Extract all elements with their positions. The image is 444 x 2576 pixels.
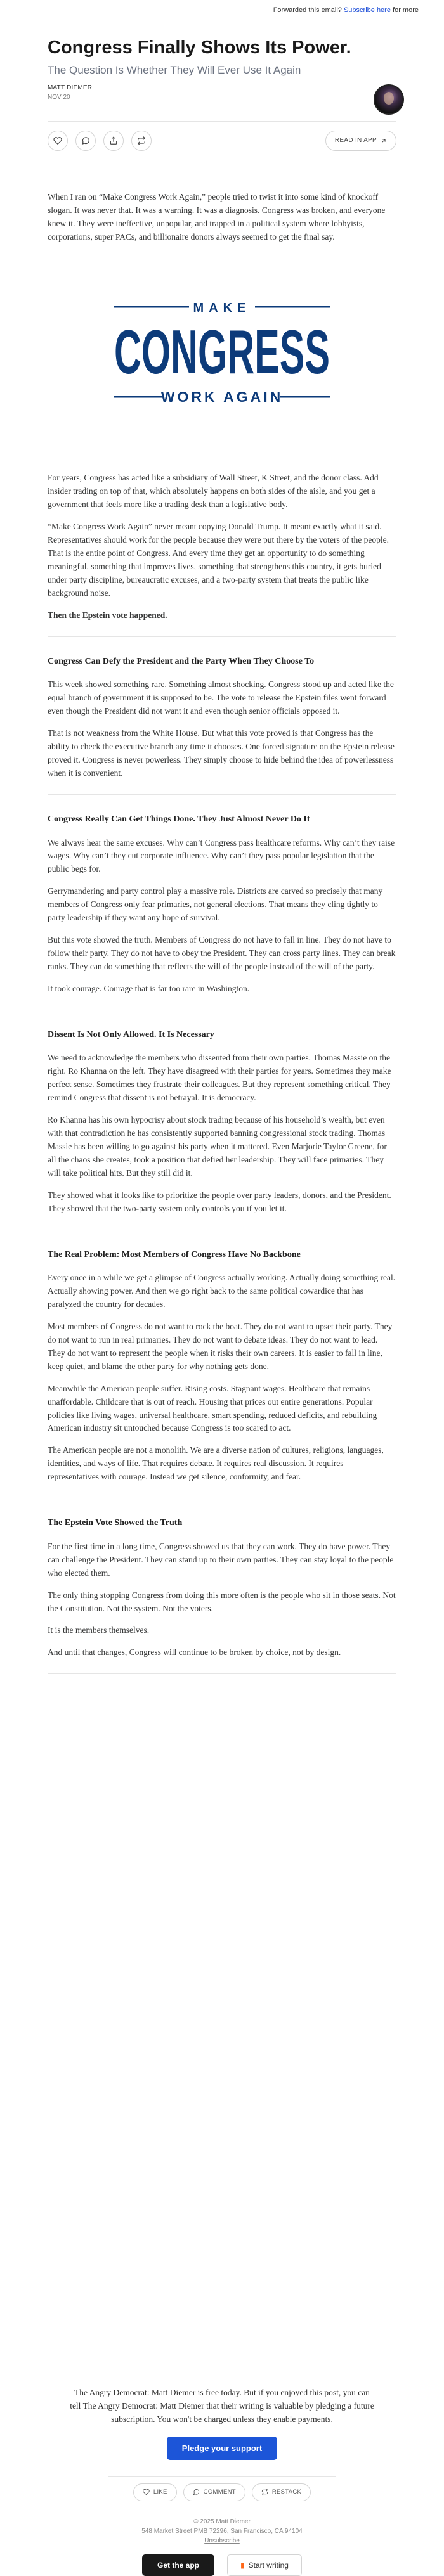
share-button[interactable] — [103, 131, 124, 151]
arrow-up-right-icon — [381, 138, 387, 144]
section-heading: Congress Really Can Get Things Done. They Just Almost Never Do It — [48, 814, 310, 824]
read-in-app-button[interactable] — [325, 131, 396, 151]
restack-label: RESTACK — [271, 2489, 302, 2496]
heart-icon — [143, 2489, 150, 2496]
post-body — [0, 160, 444, 1675]
mailing-address: 548 Market Street PMB 72296, San Francisco, CA 94104 — [141, 2527, 303, 2535]
section-paragraph: Ro Khanna has his own hypocrisy about stock trading because of his household’s wealth, but even with that contradiction he has consistently supported banning congressional stock trading. Thomas Massie has been willing to go against his party when it mattered. Even Marjorie Taylor Greene, for all the chaos she creates, took a position that defied her leadership. They will face primaries. They will take political hits. But they still did it. — [48, 1115, 387, 1178]
section-paragraph: Most members of Congress do not want to rock the boat. They do not want to upset their party. They do not want to run in real primaries. They do not want to debate ideas. They do not want to lead. They do not want to represent the people when it risks their own careers. It is easier to fall in line, keep quiet, and blame the other party for why nothing gets done. — [48, 1322, 393, 1371]
section-heading: The Epstein Vote Showed the Truth — [48, 1518, 183, 1528]
section-paragraph: It is the members themselves. — [48, 1625, 150, 1635]
divider — [48, 636, 396, 637]
post-footer — [0, 2374, 444, 2576]
heart-icon — [53, 136, 62, 145]
section-paragraph: That is not weakness from the White House. But what this vote proved is that Congress has the ability to check the executive branch any time it chooses. One forced signature on the Epstein release proved it. Congress is never powerless. They simply choose to hide behind the idea of powerlessness when it is convenient. — [48, 728, 395, 778]
intro-paragraph-3: “Make Congress Work Again” never meant copying Donald Trump. It meant exactly what it said. Representatives should work for the people because they were put there by the voters of the people. That is the entire point of Congress. And every time they get an opportunity to do something meaningful, something that improves lives, something that strengthens this country, it gets buried under party discipline, bureaucratic excuses, and a two-party system that treats the public like background noise. — [48, 522, 389, 598]
forwarded-bar — [0, 0, 444, 22]
divider — [48, 1673, 396, 1674]
post-header — [0, 22, 444, 116]
footer-restack-button[interactable] — [252, 2483, 311, 2501]
pledge-note: The Angry Democrat: Matt Diemer is free today. But if you enjoyed this post, you can tell The Angry Democrat: Matt Diemer that their writing is valuable by pledging a future subscription. You won't be charged unless they enable payments. — [70, 2388, 374, 2424]
section-paragraph: Gerrymandering and party control play a massive role. Districts are carved so precisely that many members of Congress only fear primaries, not general elections. That means they cling tightly to party leadership if they want any hope of survival. — [48, 886, 383, 923]
footer-comment-button[interactable] — [183, 2483, 245, 2501]
section-paragraph: They showed what it looks like to prioritize the people over party leaders, donors, and the President. They showed that the two-party system only controls you if you let it. — [48, 1190, 391, 1213]
section-paragraph: The American people are not a monolith. We are a diverse nation of cultures, religions, languages, identities, and ways of life. That requires debate. It requires real discussion. It requires representatives with courage. Instead we get silence, conformity, and fear. — [48, 1445, 384, 1482]
hero-line-work-again: WORK AGAIN — [160, 389, 284, 406]
restack-icon — [137, 136, 146, 145]
section-paragraph: Every once in a while we get a glimpse of Congress actually working. Actually doing something real. Actually showing power. And then we go right back to the same political cowardice that has paralyzed the country for decades. — [48, 1273, 396, 1310]
intro-paragraph-1: When I ran on “Make Congress Work Again,” people tried to twist it into some kind of knockoff slogan. It was never that. It was a warning. It was a diagnosis. Congress was broken, and everyone knew it. They were ineffective, unpopular, and trapped in a political system where lobbyists, corporations, super PACs, and billionaire donors always seemed to get the final say. — [48, 191, 386, 242]
hero-line-make: MAKE — [193, 301, 251, 316]
section-paragraph: It took courage. Courage that is far too rare in Washington. — [48, 983, 250, 993]
post-date: NOV 20 — [48, 93, 70, 101]
restack-icon — [261, 2489, 268, 2496]
like-button[interactable] — [48, 131, 68, 151]
forwarded-text: Forwarded this email? — [273, 6, 342, 14]
intro-bold-text: Then the Epstein vote happened. — [48, 610, 167, 620]
hero-image — [48, 294, 396, 408]
section-paragraph: We need to acknowledge the members who dissented from their own parties. Thomas Massie on the right. Ro Khanna on the left. They have disagreed with their parties for years. Sometimes they make perfect sense. Sometimes they frustrate their colleagues. But they represent something critical. They remind Congress that dissent is not betrayal. It is democracy. — [48, 1053, 391, 1103]
unsubscribe-link[interactable]: Unsubscribe — [204, 2537, 240, 2544]
restack-button[interactable] — [131, 131, 152, 151]
author-name[interactable]: MATT DIEMER — [48, 84, 93, 91]
author-row — [48, 84, 396, 116]
post-subtitle: The Question Is Whether They Will Ever Use It Again — [48, 63, 301, 76]
section-paragraph: But this vote showed the truth. Members of Congress do not have to fall in line. They do not have to follow their party. They do not have to obey the President. They can cross party lines. They can break ranks. They can do something that reflects the will of the people instead of the will of the party. — [48, 935, 396, 971]
get-app-button[interactable]: Get the app — [142, 2554, 214, 2576]
share-icon — [109, 136, 118, 145]
intro-bold — [48, 609, 396, 622]
start-writing-button[interactable] — [227, 2554, 302, 2576]
forwarded-suffix: for more — [393, 6, 419, 14]
comment-label: COMMENT — [203, 2489, 236, 2496]
footer-actions — [108, 2476, 336, 2508]
read-in-app-label: READ IN APP — [334, 137, 377, 145]
section-heading: Congress Can Defy the President and the Party When They Choose To — [48, 656, 315, 666]
section-paragraph: And until that changes, Congress will continue to be broken by choice, not by design. — [48, 1647, 341, 1658]
copyright — [0, 2517, 444, 2546]
section-heading: Dissent Is Not Only Allowed. It Is Necessary — [48, 1029, 214, 1040]
app-row — [0, 2554, 444, 2576]
substack-logo-icon: ▮ — [240, 2560, 245, 2570]
comment-icon — [193, 2489, 200, 2496]
footer-like-button[interactable] — [133, 2483, 177, 2501]
intro-paragraph-2: For years, Congress has acted like a subsidiary of Wall Street, K Street, and the donor class. Add insider trading on top of that, which absolutely happens on both sides of the aisle, and you get a government that feels more like a trading desk than a legislative body. — [48, 473, 379, 510]
section-paragraph: For the first time in a long time, Congress showed us that they can work. They do have power. They can challenge the President. They can stand up to their own parties. They can stay loyal to the people who elected them. — [48, 1541, 394, 1578]
comment-icon — [81, 136, 90, 145]
section-heading: The Real Problem: Most Members of Congress Have No Backbone — [48, 1249, 301, 1259]
like-label: LIKE — [153, 2489, 167, 2496]
post-actions — [48, 121, 396, 160]
section-paragraph: We always hear the same excuses. Why can’t Congress pass healthcare reforms. Why can’t they raise wages. Why can’t they cut corporate influence. Why can’t they pass popular legislation that the public begs for. — [48, 837, 395, 874]
start-writing-label: Start writing — [248, 2560, 289, 2570]
hero-line-congress: CONGRESS — [114, 317, 330, 387]
pledge-button[interactable]: Pledge your support — [167, 2437, 277, 2460]
section-paragraph: This week showed something rare. Something almost shocking. Congress stood up and acted like the equal branch of government it is supposed to be. The vote to release the Epstein files went forward even though the President did not want it and even though senior officials opposed it. — [48, 679, 394, 716]
post-title[interactable]: Congress Finally Shows Its Power. — [48, 37, 351, 58]
section-paragraph: Meanwhile the American people suffer. Rising costs. Stagnant wages. Healthcare that remains unaffordable. Childcare that is out of reach. Housing that prices out entire generations. Popular policies like living wages, universal healthcare, smart spending, reduced deficits, and rebuilding American industry sit untouched because Congress is too scared to act. — [48, 1383, 377, 1433]
copyright-text: © 2025 Matt Diemer — [193, 2518, 251, 2525]
section-paragraph: The only thing stopping Congress from doing this more often is the people who sit in those seats. Not the Constitution. Not the system. Not the voters. — [48, 1590, 396, 1613]
avatar[interactable] — [374, 84, 404, 115]
divider — [48, 794, 396, 795]
comment-button[interactable] — [75, 131, 96, 151]
subscribe-link[interactable]: Subscribe here — [343, 6, 391, 14]
